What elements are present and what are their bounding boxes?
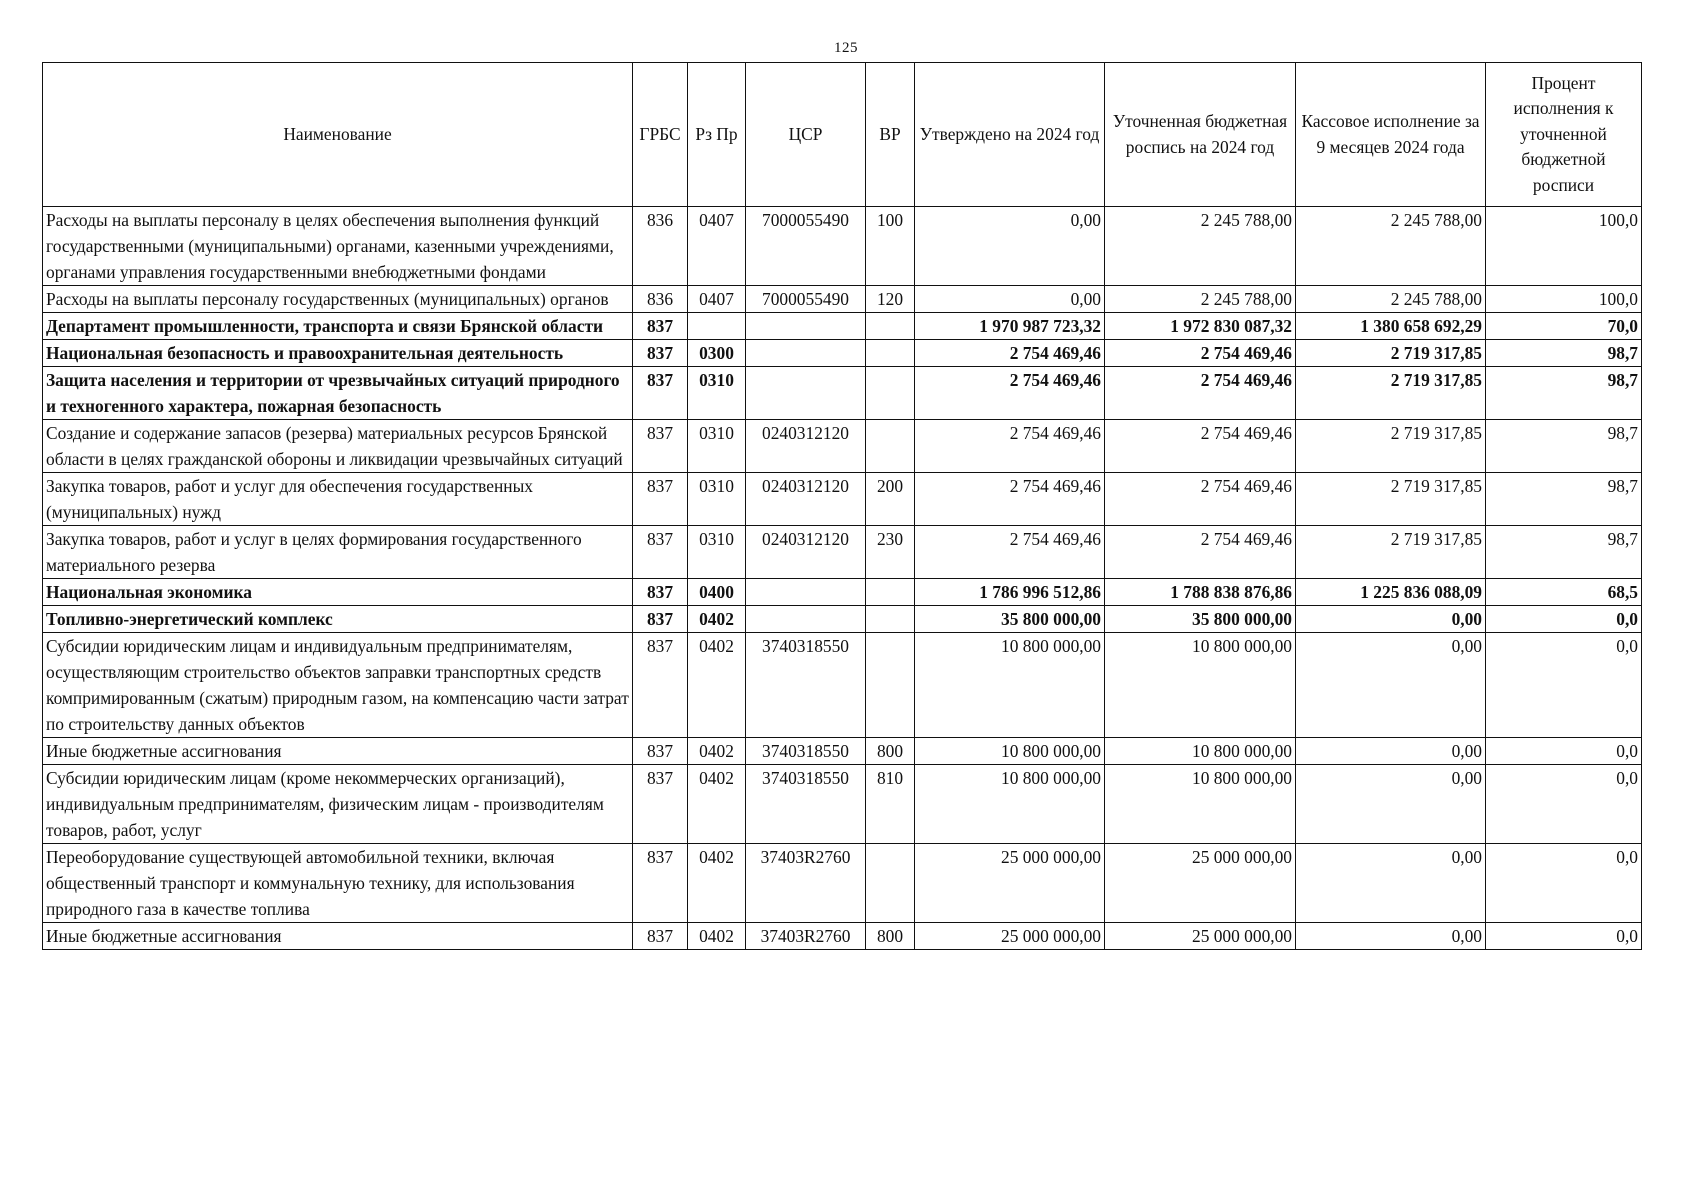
cell-grbs: 837 (633, 738, 688, 765)
cell-grbs: 837 (633, 765, 688, 844)
cell-percent: 98,7 (1486, 420, 1642, 473)
cell-name: Субсидии юридическим лицам и индивидуальным предпринимателям, осуществляющим строительство объектов заправки транспортных средств компримированным (сжатым) природным газом, на компенсацию части затрат по строительству данных объектов (43, 633, 633, 738)
cell-refined: 2 754 469,46 (1105, 367, 1296, 420)
cell-executed: 2 719 317,85 (1296, 526, 1486, 579)
cell-executed: 0,00 (1296, 844, 1486, 923)
cell-executed: 2 719 317,85 (1296, 340, 1486, 367)
cell-name: Субсидии юридическим лицам (кроме некоммерческих организаций), индивидуальным предпринимателям, физическим лицам - производителям товаров, работ, услуг (43, 765, 633, 844)
cell-executed: 2 719 317,85 (1296, 367, 1486, 420)
cell-grbs: 837 (633, 606, 688, 633)
cell-name: Иные бюджетные ассигнования (43, 738, 633, 765)
cell-executed: 1 380 658 692,29 (1296, 313, 1486, 340)
cell-rzpr: 0310 (688, 526, 746, 579)
cell-vr: 810 (866, 765, 915, 844)
cell-csr: 7000055490 (746, 286, 866, 313)
cell-name: Топливно-энергетический комплекс (43, 606, 633, 633)
cell-rzpr: 0300 (688, 340, 746, 367)
cell-name: Национальная безопасность и правоохранительная деятельность (43, 340, 633, 367)
cell-executed: 2 719 317,85 (1296, 420, 1486, 473)
cell-vr (866, 606, 915, 633)
cell-approved: 10 800 000,00 (915, 738, 1105, 765)
cell-vr: 120 (866, 286, 915, 313)
table-row (43, 473, 1642, 526)
cell-csr (746, 579, 866, 606)
header-executed: Кассовое исполнение за 9 месяцев 2024 года (1296, 63, 1486, 207)
cell-rzpr: 0402 (688, 633, 746, 738)
cell-percent: 98,7 (1486, 473, 1642, 526)
cell-vr (866, 633, 915, 738)
cell-rzpr: 0402 (688, 765, 746, 844)
cell-approved: 35 800 000,00 (915, 606, 1105, 633)
cell-name: Расходы на выплаты персоналу в целях обеспечения выполнения функций государственными (муниципальными) органами, казенными учреждениями, органами управления государственными внебюджетными фондами (43, 207, 633, 286)
cell-csr: 0240312120 (746, 526, 866, 579)
cell-percent: 98,7 (1486, 526, 1642, 579)
cell-percent: 0,0 (1486, 765, 1642, 844)
cell-vr: 800 (866, 923, 915, 950)
cell-name: Закупка товаров, работ и услуг для обеспечения государственных (муниципальных) нужд (43, 473, 633, 526)
cell-csr (746, 340, 866, 367)
table-row (43, 286, 1642, 313)
cell-approved: 25 000 000,00 (915, 844, 1105, 923)
page-number: 125 (834, 40, 858, 56)
cell-approved: 1 970 987 723,32 (915, 313, 1105, 340)
table-row (43, 765, 1642, 844)
cell-vr (866, 420, 915, 473)
table-row (43, 844, 1642, 923)
cell-refined: 1 972 830 087,32 (1105, 313, 1296, 340)
cell-approved: 0,00 (915, 286, 1105, 313)
cell-csr (746, 606, 866, 633)
table-row (43, 579, 1642, 606)
table-row (43, 367, 1642, 420)
cell-csr: 3740318550 (746, 633, 866, 738)
cell-rzpr: 0400 (688, 579, 746, 606)
cell-percent: 68,5 (1486, 579, 1642, 606)
cell-refined: 10 800 000,00 (1105, 633, 1296, 738)
cell-executed: 2 719 317,85 (1296, 473, 1486, 526)
cell-executed: 1 225 836 088,09 (1296, 579, 1486, 606)
cell-grbs: 837 (633, 313, 688, 340)
cell-refined: 2 754 469,46 (1105, 420, 1296, 473)
cell-percent: 98,7 (1486, 367, 1642, 420)
cell-percent: 100,0 (1486, 286, 1642, 313)
cell-rzpr: 0402 (688, 844, 746, 923)
cell-name: Иные бюджетные ассигнования (43, 923, 633, 950)
cell-name: Закупка товаров, работ и услуг в целях формирования государственного материального резерва (43, 526, 633, 579)
table-row (43, 633, 1642, 738)
cell-refined: 10 800 000,00 (1105, 765, 1296, 844)
cell-csr (746, 367, 866, 420)
cell-name: Защита населения и территории от чрезвычайных ситуаций природного и техногенного характера, пожарная безопасность (43, 367, 633, 420)
cell-grbs: 837 (633, 473, 688, 526)
cell-refined: 2 245 788,00 (1105, 286, 1296, 313)
cell-csr: 3740318550 (746, 738, 866, 765)
cell-approved: 2 754 469,46 (915, 340, 1105, 367)
cell-grbs: 837 (633, 340, 688, 367)
cell-name: Национальная экономика (43, 579, 633, 606)
cell-grbs: 837 (633, 579, 688, 606)
table-header-row (43, 63, 1642, 207)
header-refined: Уточненная бюджетная роспись на 2024 год (1105, 63, 1296, 207)
table-row (43, 420, 1642, 473)
cell-vr (866, 844, 915, 923)
header-rzpr: Рз Пр (688, 63, 746, 207)
cell-name: Создание и содержание запасов (резерва) материальных ресурсов Брянской области в целях гражданской обороны и ликвидации чрезвычайных ситуаций (43, 420, 633, 473)
cell-vr (866, 367, 915, 420)
cell-csr (746, 313, 866, 340)
cell-approved: 10 800 000,00 (915, 633, 1105, 738)
cell-approved: 2 754 469,46 (915, 473, 1105, 526)
cell-refined: 2 754 469,46 (1105, 526, 1296, 579)
table-row (43, 738, 1642, 765)
cell-executed: 0,00 (1296, 633, 1486, 738)
cell-percent: 0,0 (1486, 844, 1642, 923)
cell-percent: 0,0 (1486, 923, 1642, 950)
cell-vr: 230 (866, 526, 915, 579)
cell-vr: 200 (866, 473, 915, 526)
cell-approved: 25 000 000,00 (915, 923, 1105, 950)
cell-csr: 37403R2760 (746, 923, 866, 950)
cell-grbs: 837 (633, 633, 688, 738)
cell-grbs: 837 (633, 844, 688, 923)
table-row (43, 526, 1642, 579)
cell-rzpr: 0402 (688, 606, 746, 633)
cell-refined: 2 754 469,46 (1105, 473, 1296, 526)
cell-executed: 0,00 (1296, 738, 1486, 765)
cell-name: Переоборудование существующей автомобильной техники, включая общественный транспорт и коммунальную технику, для использования природного газа в качестве топлива (43, 844, 633, 923)
cell-refined: 35 800 000,00 (1105, 606, 1296, 633)
header-vr: ВР (866, 63, 915, 207)
cell-grbs: 836 (633, 286, 688, 313)
cell-rzpr: 0402 (688, 923, 746, 950)
cell-refined: 2 754 469,46 (1105, 340, 1296, 367)
cell-grbs: 837 (633, 367, 688, 420)
cell-executed: 2 245 788,00 (1296, 207, 1486, 286)
cell-percent: 0,0 (1486, 738, 1642, 765)
cell-executed: 0,00 (1296, 606, 1486, 633)
header-csr: ЦСР (746, 63, 866, 207)
cell-approved: 0,00 (915, 207, 1105, 286)
cell-approved: 2 754 469,46 (915, 367, 1105, 420)
cell-rzpr: 0402 (688, 738, 746, 765)
cell-refined: 25 000 000,00 (1105, 844, 1296, 923)
cell-rzpr: 0407 (688, 207, 746, 286)
cell-percent: 98,7 (1486, 340, 1642, 367)
header-grbs: ГРБС (633, 63, 688, 207)
cell-percent: 0,0 (1486, 633, 1642, 738)
header-approved: Утверждено на 2024 год (915, 63, 1105, 207)
cell-vr (866, 313, 915, 340)
cell-grbs: 837 (633, 923, 688, 950)
header-name: Наименование (43, 63, 633, 207)
table-row (43, 340, 1642, 367)
cell-csr: 7000055490 (746, 207, 866, 286)
cell-csr: 37403R2760 (746, 844, 866, 923)
cell-percent: 0,0 (1486, 606, 1642, 633)
cell-approved: 2 754 469,46 (915, 420, 1105, 473)
cell-grbs: 837 (633, 420, 688, 473)
cell-csr: 3740318550 (746, 765, 866, 844)
cell-vr (866, 340, 915, 367)
cell-rzpr: 0310 (688, 367, 746, 420)
cell-rzpr (688, 313, 746, 340)
cell-executed: 0,00 (1296, 765, 1486, 844)
cell-executed: 2 245 788,00 (1296, 286, 1486, 313)
cell-csr: 0240312120 (746, 473, 866, 526)
cell-rzpr: 0407 (688, 286, 746, 313)
cell-rzpr: 0310 (688, 473, 746, 526)
cell-grbs: 836 (633, 207, 688, 286)
cell-name: Расходы на выплаты персоналу государственных (муниципальных) органов (43, 286, 633, 313)
cell-refined: 10 800 000,00 (1105, 738, 1296, 765)
table-row (43, 313, 1642, 340)
table-row (43, 606, 1642, 633)
cell-percent: 100,0 (1486, 207, 1642, 286)
table-row (43, 923, 1642, 950)
cell-percent: 70,0 (1486, 313, 1642, 340)
cell-vr (866, 579, 915, 606)
cell-grbs: 837 (633, 526, 688, 579)
budget-execution-table (42, 62, 1642, 950)
cell-name: Департамент промышленности, транспорта и связи Брянской области (43, 313, 633, 340)
table-body (43, 207, 1642, 950)
cell-refined: 25 000 000,00 (1105, 923, 1296, 950)
cell-approved: 1 786 996 512,86 (915, 579, 1105, 606)
cell-vr: 800 (866, 738, 915, 765)
table-row (43, 207, 1642, 286)
cell-rzpr: 0310 (688, 420, 746, 473)
cell-vr: 100 (866, 207, 915, 286)
cell-approved: 2 754 469,46 (915, 526, 1105, 579)
cell-csr: 0240312120 (746, 420, 866, 473)
cell-approved: 10 800 000,00 (915, 765, 1105, 844)
header-percent: Процент исполнения к уточненной бюджетной росписи (1486, 63, 1642, 207)
cell-refined: 2 245 788,00 (1105, 207, 1296, 286)
cell-executed: 0,00 (1296, 923, 1486, 950)
cell-refined: 1 788 838 876,86 (1105, 579, 1296, 606)
